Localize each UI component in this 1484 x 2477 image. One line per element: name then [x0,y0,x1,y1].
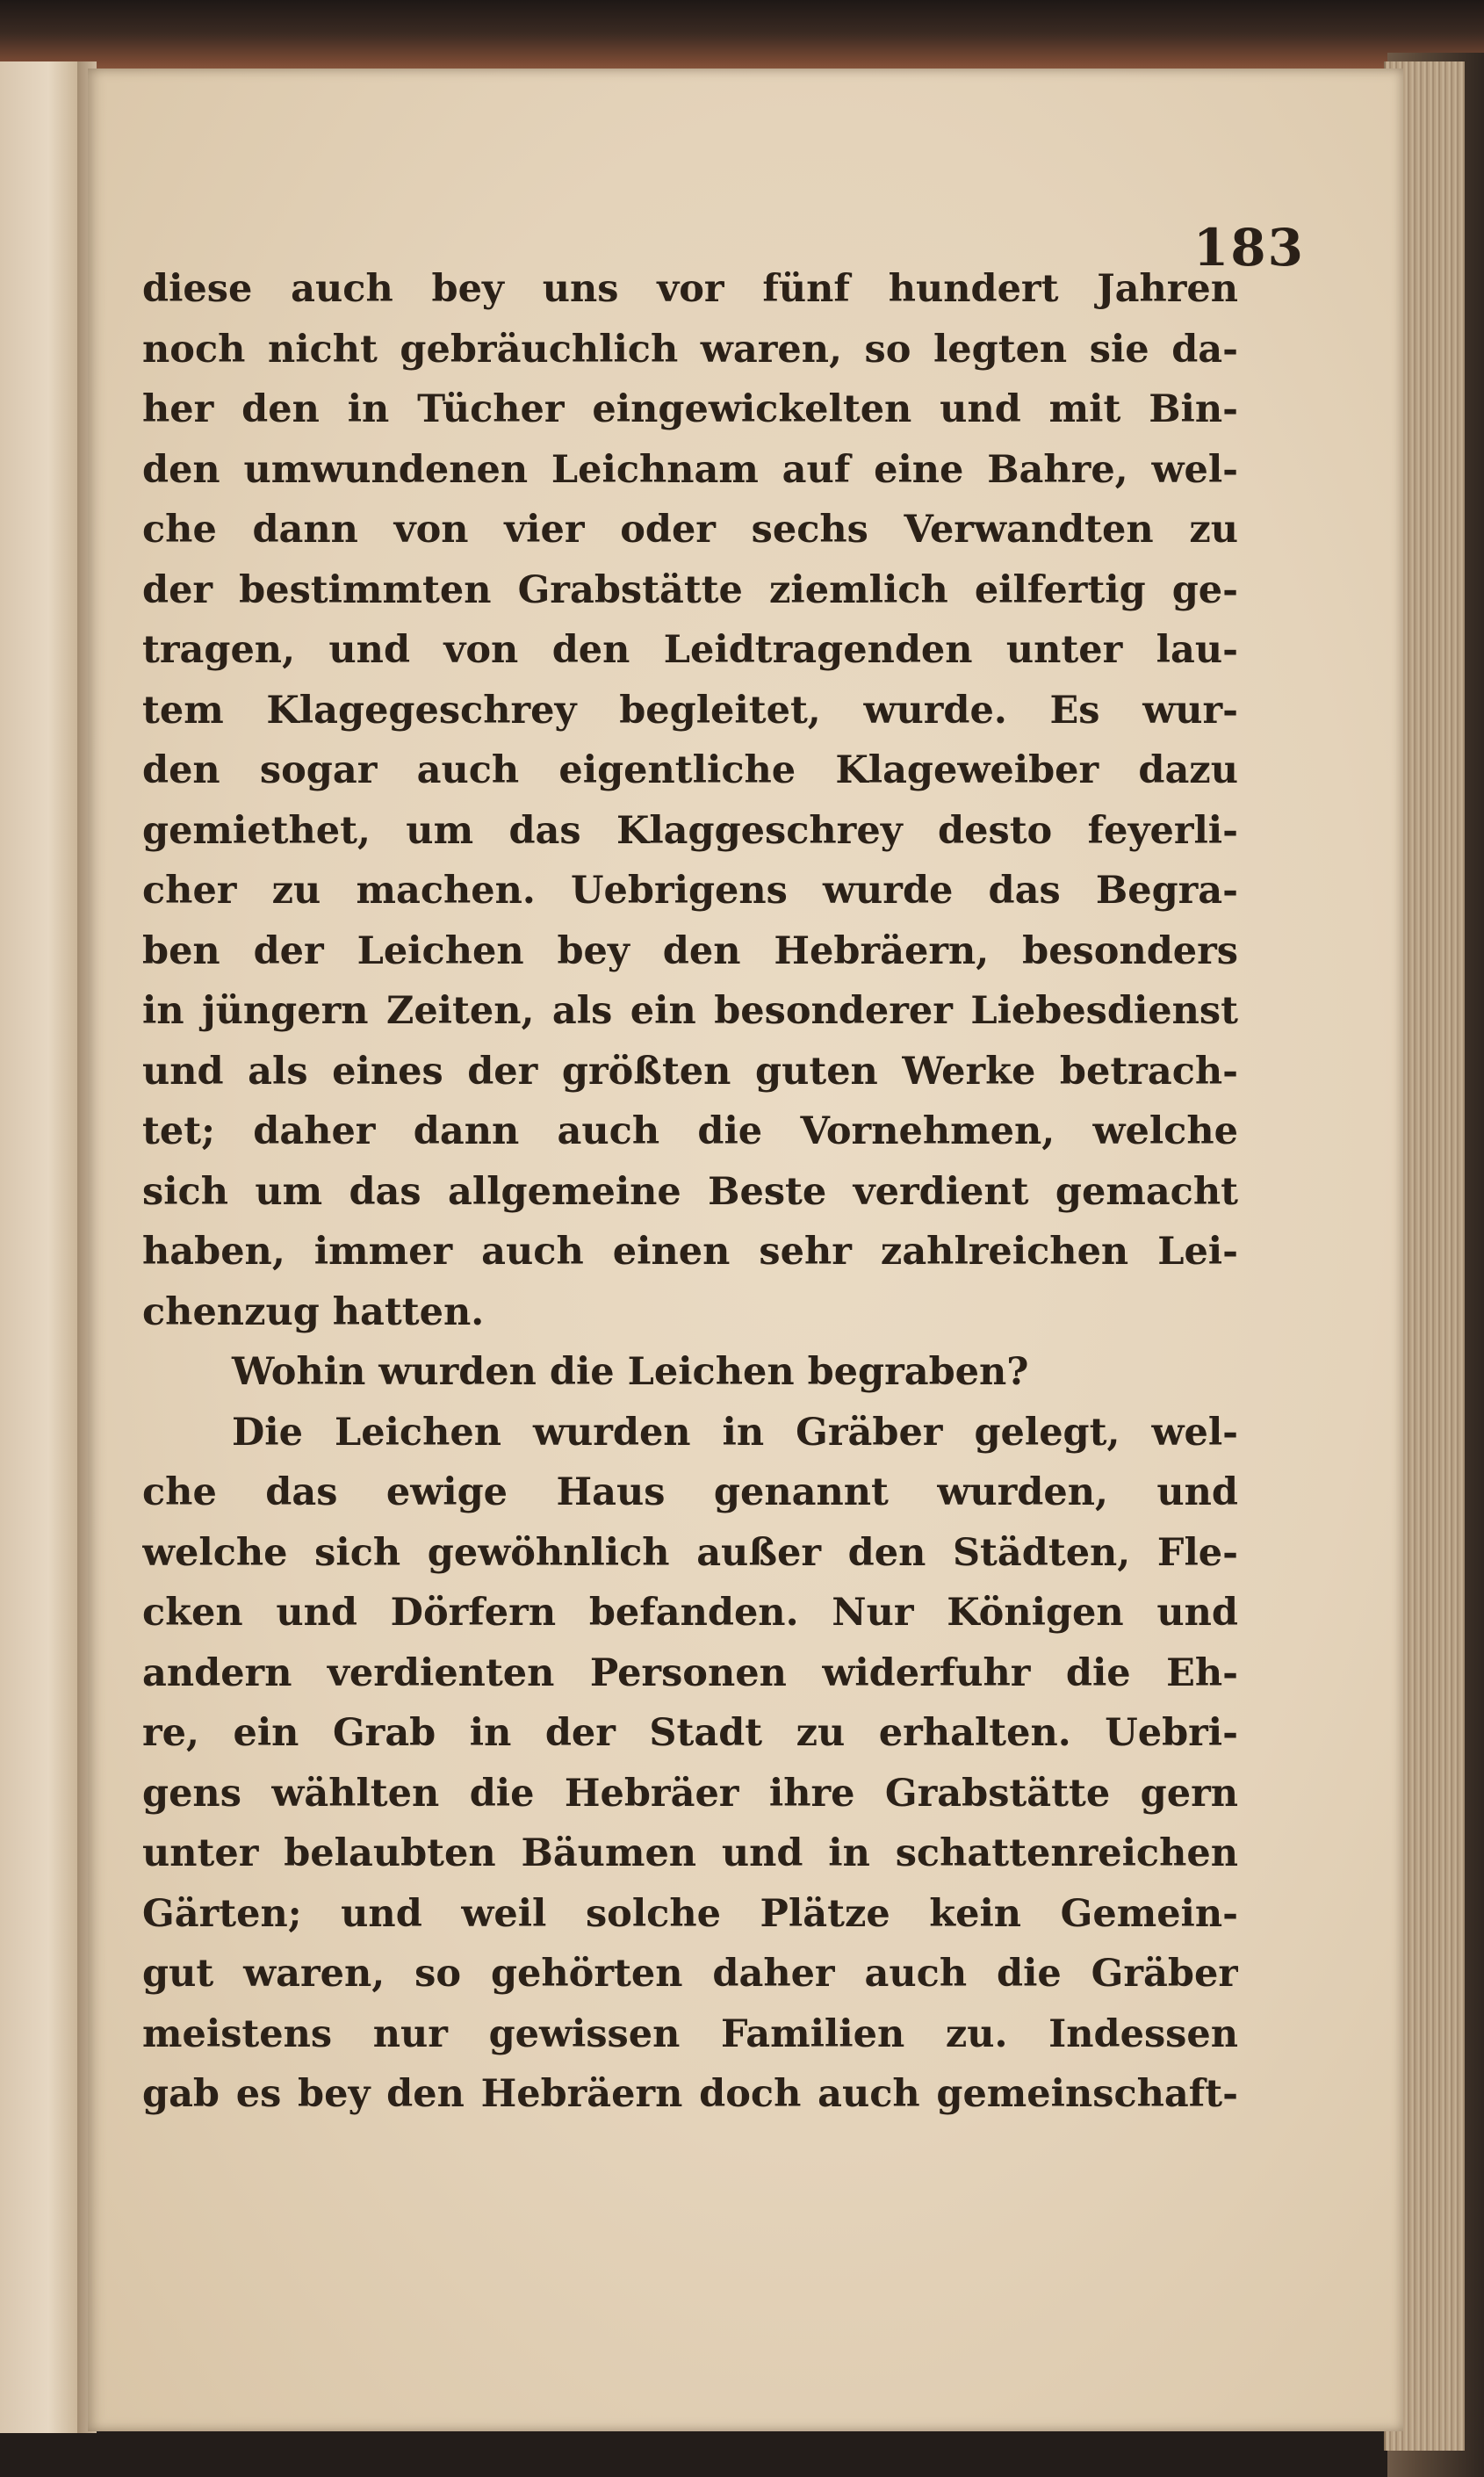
body-text [142,259,1238,2125]
text-line: gens wählten die Hebräer ihre Grabstätte gern [142,1771,1238,1816]
text-line: andern verdienten Personen widerfuhr die Eh- [142,1650,1238,1695]
text-line: der bestimmten Grabstätte ziemlich eilfertig ge- [142,567,1238,612]
text-line: den sogar auch eigentliche Klageweiber dazu [142,748,1238,792]
text-line: tragen, und von den Leidtragenden unter lau- [142,628,1238,672]
text-line: haben, immer auch einen sehr zahlreichen Lei- [142,1230,1238,1274]
text-line: cken und Dörfern befanden. Nur Königen und [142,1591,1238,1635]
text-line: tet; daher dann auch die Vornehmen, welche [142,1109,1238,1153]
text-line: che dann von vier oder sechs Verwandten zu [142,508,1238,552]
text-line: her den in Tücher eingewickelten und mit Bin- [142,387,1238,431]
text-line: in jüngern Zeiten, als ein besonderer Liebesdienst [142,989,1238,1033]
text-line: Die Leichen wurden in Gräber gelegt, wel- [232,1410,1238,1455]
text-line: sich um das allgemeine Beste verdient gemacht [142,1169,1238,1214]
text-line: gemiethet, um das Klaggeschrey desto feyerli- [142,808,1238,853]
text-line: diese auch bey uns vor fünf hundert Jahren [142,267,1238,311]
text-line: gut waren, so gehörten daher auch die Gräber [142,1952,1238,1996]
text-line: und als eines der größten guten Werke betrach- [142,1049,1238,1094]
left-page-sliver [0,61,83,2433]
text-line: cher zu machen. Uebrigens wurde das Begra- [142,869,1238,913]
text-line: gab es bey den Hebräern doch auch gemeinschaft- [142,2072,1238,2116]
text-line: meistens nur gewissen Familien zu. Indessen [142,2011,1238,2056]
text-line: den umwundenen Leichnam auf eine Bahre, wel- [142,447,1238,492]
text-line: ben der Leichen bey den Hebräern, besonders [142,928,1238,973]
text-line: chenzug hatten. [142,1289,485,1334]
text-line: noch nicht gebräuchlich waren, so legten sie da- [142,327,1238,372]
text-line: tem Klagegeschrey begleitet, wurde. Es wur- [142,688,1238,733]
section-question: Wohin wurden die Leichen begraben? [232,1350,1029,1394]
text-line: re, ein Grab in der Stadt zu erhalten. Uebri- [142,1711,1238,1755]
text-line: welche sich gewöhnlich außer den Städten, Fle- [142,1530,1238,1575]
page-number: 183 [1192,218,1305,278]
text-line: unter belaubten Bäumen und in schattenreichen [142,1831,1238,1875]
text-line: che das ewige Haus genannt wurden, und [142,1470,1238,1514]
text-line: Gärten; und weil solche Plätze kein Gemein- [142,1891,1238,1936]
